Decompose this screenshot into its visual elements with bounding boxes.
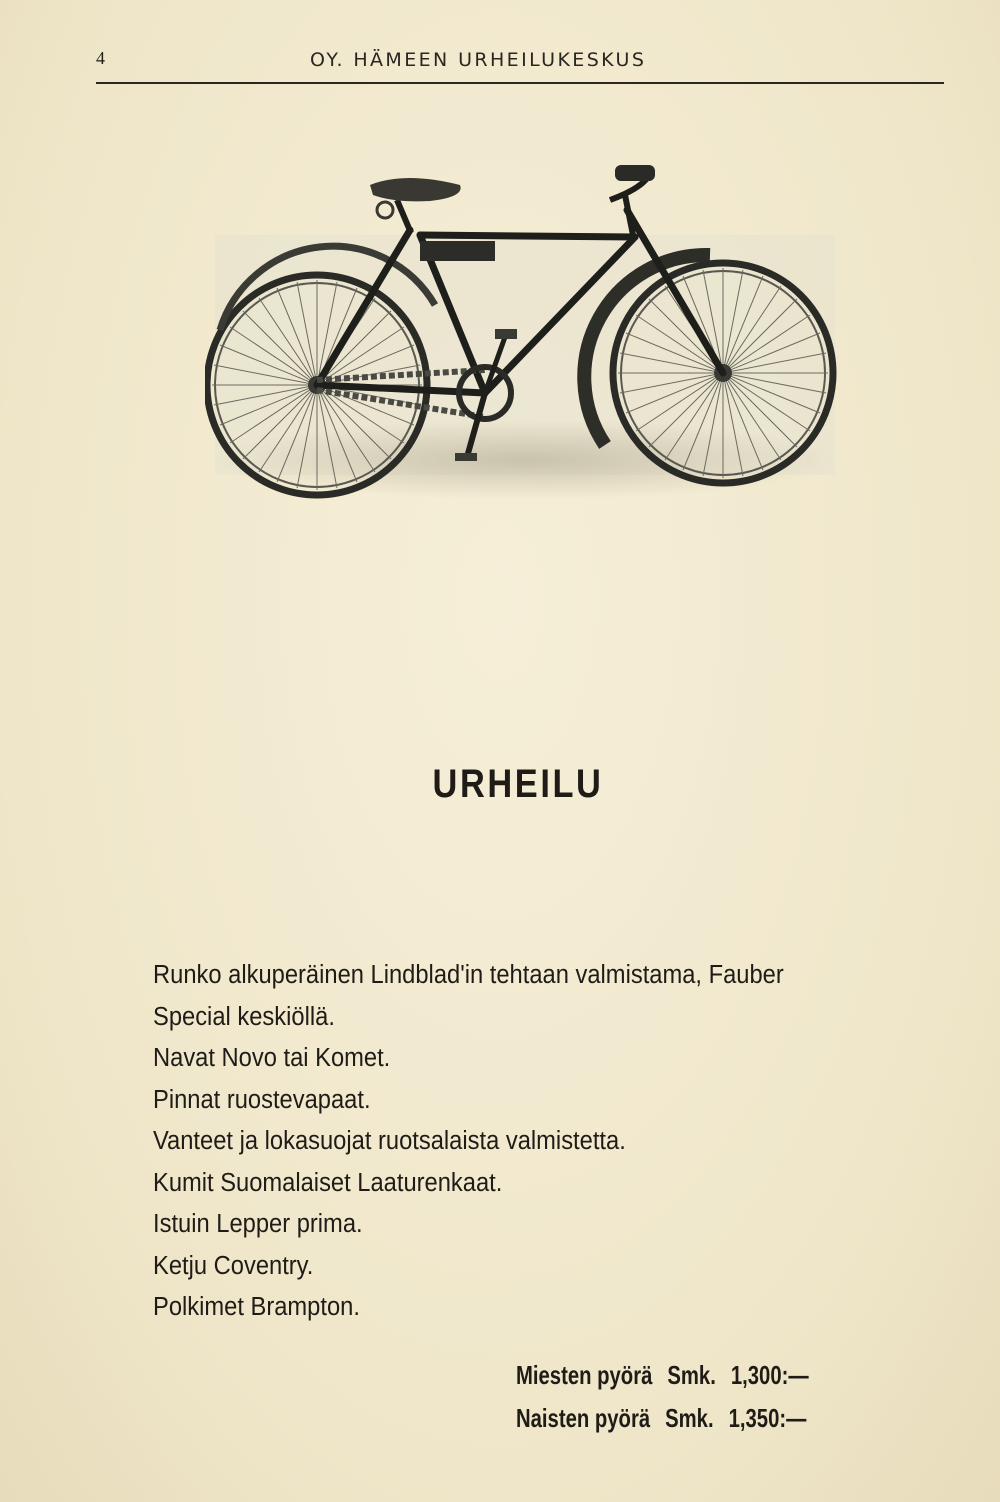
page-number: 4 <box>96 48 106 68</box>
model-title: URHEILU <box>432 762 604 806</box>
spec-line: Kumit Suomalaiset Laaturenkaat. <box>153 1168 503 1197</box>
spec-line: Navat Novo tai Komet. <box>153 1044 391 1072</box>
price-row-women <box>516 1397 828 1440</box>
price-list <box>516 1354 916 1440</box>
price-currency: Smk. <box>665 1403 714 1433</box>
price-currency: Smk. <box>667 1360 716 1390</box>
spec-line: Polkimet Brampton. <box>153 1293 360 1321</box>
price-amount: 1,300:— <box>730 1360 809 1390</box>
specifications-list <box>153 955 953 1329</box>
spec-line: Pinnat ruostevapaat. <box>153 1085 371 1114</box>
price-label: Miesten pyörä <box>516 1360 653 1390</box>
bicycle-icon <box>205 155 845 540</box>
spec-line: Ketju Coventry. <box>153 1251 314 1280</box>
price-label: Naisten pyörä <box>516 1403 651 1433</box>
running-head: OY. HÄMEEN URHEILUKESKUS <box>310 49 647 71</box>
price-amount: 1,350:— <box>728 1403 807 1433</box>
spec-line: Special keskiöllä. <box>153 1002 335 1031</box>
spec-line: Vanteet ja lokasuojat ruotsalaista valmistetta. <box>153 1127 626 1155</box>
spec-line: Runko alkuperäinen Lindblad'in tehtaan valmistama, Fauber <box>153 961 784 989</box>
spec-line: Istuin Lepper prima. <box>153 1210 363 1238</box>
page-header <box>96 48 944 84</box>
price-row-men <box>516 1354 828 1397</box>
